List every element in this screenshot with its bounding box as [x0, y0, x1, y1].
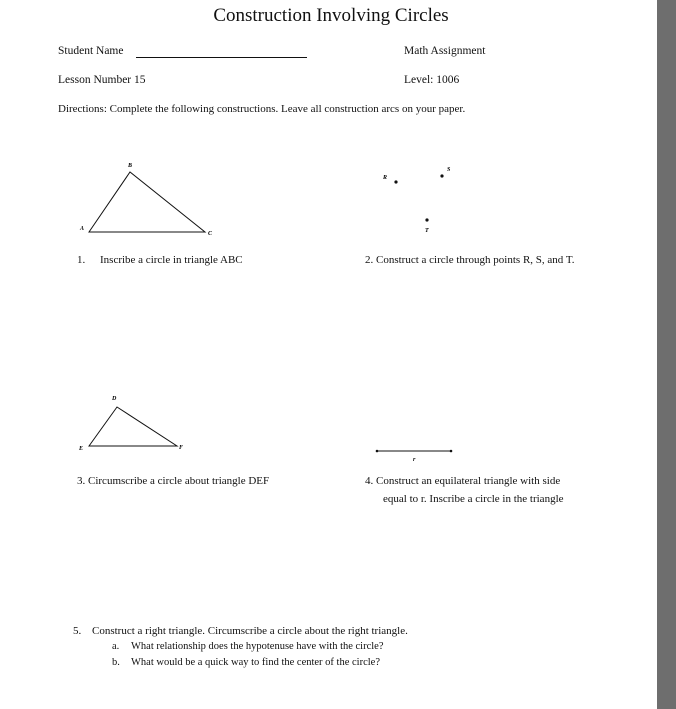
points-rst — [382, 167, 451, 234]
triangle-def — [78, 396, 183, 452]
label-a: A — [80, 226, 85, 232]
problem-1-number: 1. — [77, 254, 86, 266]
label-c: C — [208, 231, 213, 237]
problem-4-line-2: equal to r. Inscribe a circle in the triangle — [383, 493, 564, 505]
page-title: Construction Involving Circles — [213, 5, 449, 26]
segment-r — [376, 450, 453, 463]
problem-1-text: Inscribe a circle in triangle ABC — [100, 254, 243, 266]
problem-2-text: 2. Construct a circle through points R, S, and T. — [365, 254, 575, 266]
label-d: D — [112, 396, 117, 402]
subquestion-b-marker: b. — [112, 657, 120, 668]
student-name-label: Student Name — [58, 45, 124, 57]
label-r-length: r — [413, 457, 416, 463]
problem-5-text: Construct a right triangle. Circumscribe a circle about the right triangle. — [92, 625, 408, 637]
subquestion-a-marker: a. — [112, 641, 120, 652]
subquestion-a-text: What relationship does the hypotenuse have with the circle? — [131, 641, 384, 652]
directions-text: Directions: Complete the following constructions. Leave all construction arcs on your paper. — [58, 103, 466, 115]
problem-4-line-1: 4. Construct an equilateral triangle with side — [365, 475, 561, 487]
assignment-label: Math Assignment — [404, 45, 486, 57]
lesson-number: Lesson Number 15 — [58, 74, 146, 86]
label-t: T — [425, 228, 429, 234]
label-r: R — [383, 175, 388, 181]
label-e: E — [79, 446, 84, 452]
subquestion-b-text: What would be a quick way to find the center of the circle? — [131, 657, 380, 668]
label-f: F — [179, 445, 184, 451]
problem-3-text: 3. Circumscribe a circle about triangle DEF — [77, 475, 270, 487]
triangle-abc — [79, 163, 213, 237]
label-b: B — [128, 163, 133, 169]
problem-5-number: 5. — [73, 625, 82, 637]
label-s: S — [447, 167, 451, 173]
level-label: Level: 1006 — [404, 74, 460, 86]
